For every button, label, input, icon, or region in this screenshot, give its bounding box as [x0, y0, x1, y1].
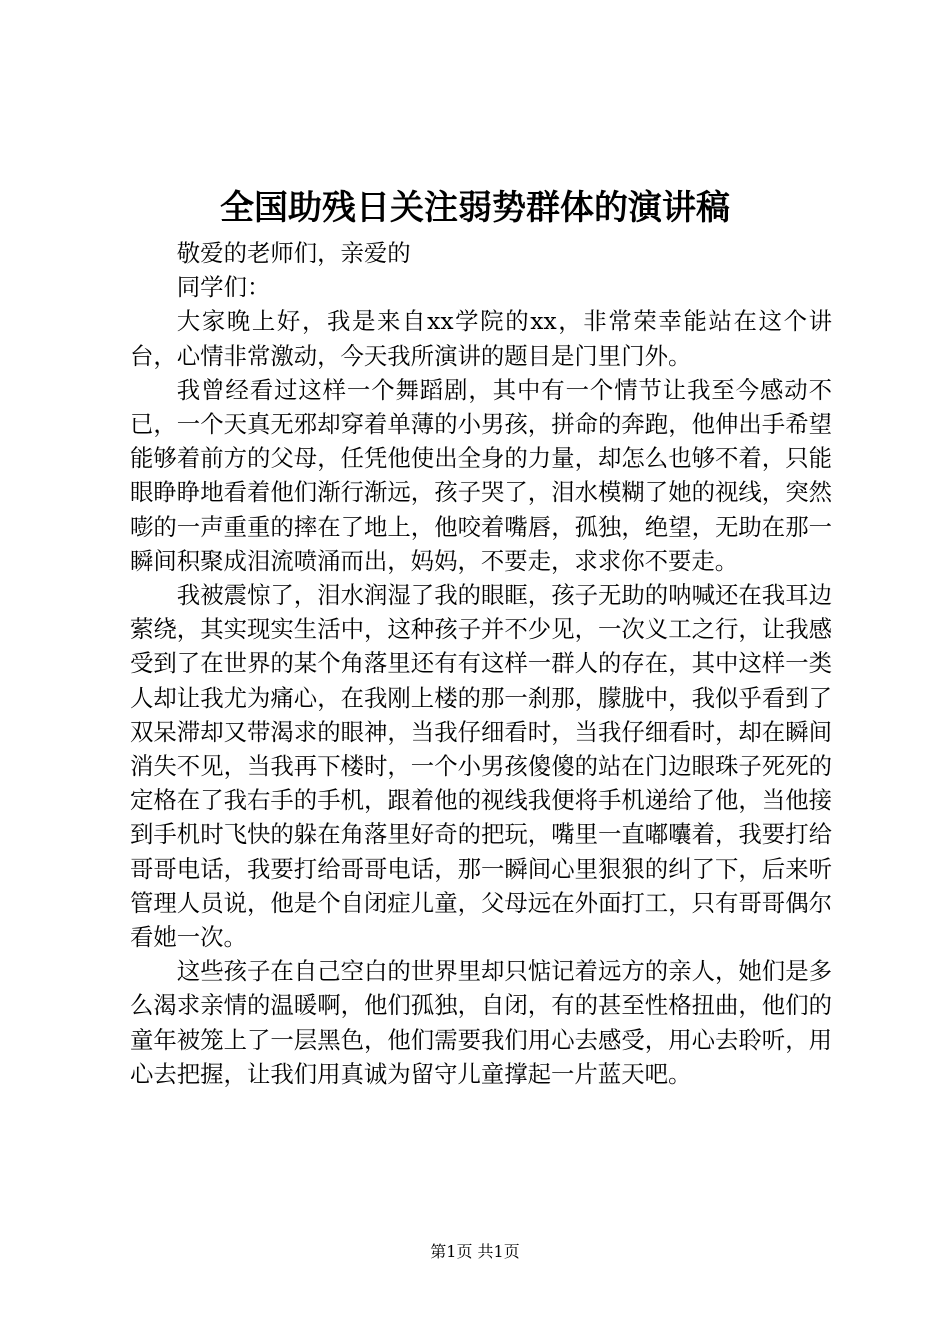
- paragraph-greeting: 敬爱的老师们，亲爱的: [176, 239, 411, 267]
- page-number-footer: 第1页 共1页: [430, 1242, 520, 1261]
- document-title: 全国助残日关注弱势群体的演讲稿: [220, 188, 730, 228]
- document-body: [130, 236, 832, 1091]
- paragraph-greeting-continued: 同学们：: [176, 273, 271, 302]
- paragraph-dance-story: 我曾经看过这样一个舞蹈剧，其中有一个情节让我至今感动不已，一个天真无邪却穿着单薄的小男孩，拼命的奔跑，他伸出手希望能够着前方的父母，任凭他使出全身的力量，却怎么也够不着，只能眼睁睁地看着他们渐行渐远，孩子哭了，泪水模糊了她的视线，突然嘭的一声重重的摔在了地上，他咬着嘴唇，孤独，绝望，无助在那一瞬间积聚成泪流喷涌而出，妈妈，不要走，求求你不要走。: [130, 375, 832, 575]
- paragraph-conclusion: 这些孩子在自己空白的世界里却只惦记着远方的亲人，她们是多么渴求亲情的温暖啊，他们孤独，自闭，有的甚至性格扭曲，他们的童年被笼上了一层黑色，他们需要我们用心去感受，用心去聆听，用心去把握，让我们用真诚为留守儿童撑起一片蓝天吧。: [130, 957, 832, 1088]
- paragraph-introduction: 大家晚上好，我是来自xx学院的xx，非常荣幸能站在这个讲台，心情非常激动，今天我所演讲的题目是门里门外。: [130, 307, 832, 370]
- paragraph-volunteer-story: 我被震惊了，泪水润湿了我的眼眶，孩子无助的呐喊还在我耳边萦绕，其实现实生活中，这种孩子并不少见，一次义工之行，让我感受到了在世界的某个角落里还有有这样一群人的存在，其中这样一类人却让我尤为痛心，在我刚上楼的那一刹那，朦胧中，我似乎看到了双呆滞却又带渴求的眼神，当我仔细看时，当我仔细看时，却在瞬间消失不见，当我再下楼时，一个小男孩傻傻的站在门边眼珠子死死的定格在了我右手的手机，跟着他的视线我便将手机递给了他，当他接到手机时飞快的躲在角落里好奇的把玩，嘴里一直嘟囔着，我要打给哥哥电话，我要打给哥哥电话，那一瞬间心里狠狠的纠了下，后来听管理人员说，他是个自闭症儿童，父母远在外面打工，只有哥哥偶尔看她一次。: [130, 581, 832, 952]
